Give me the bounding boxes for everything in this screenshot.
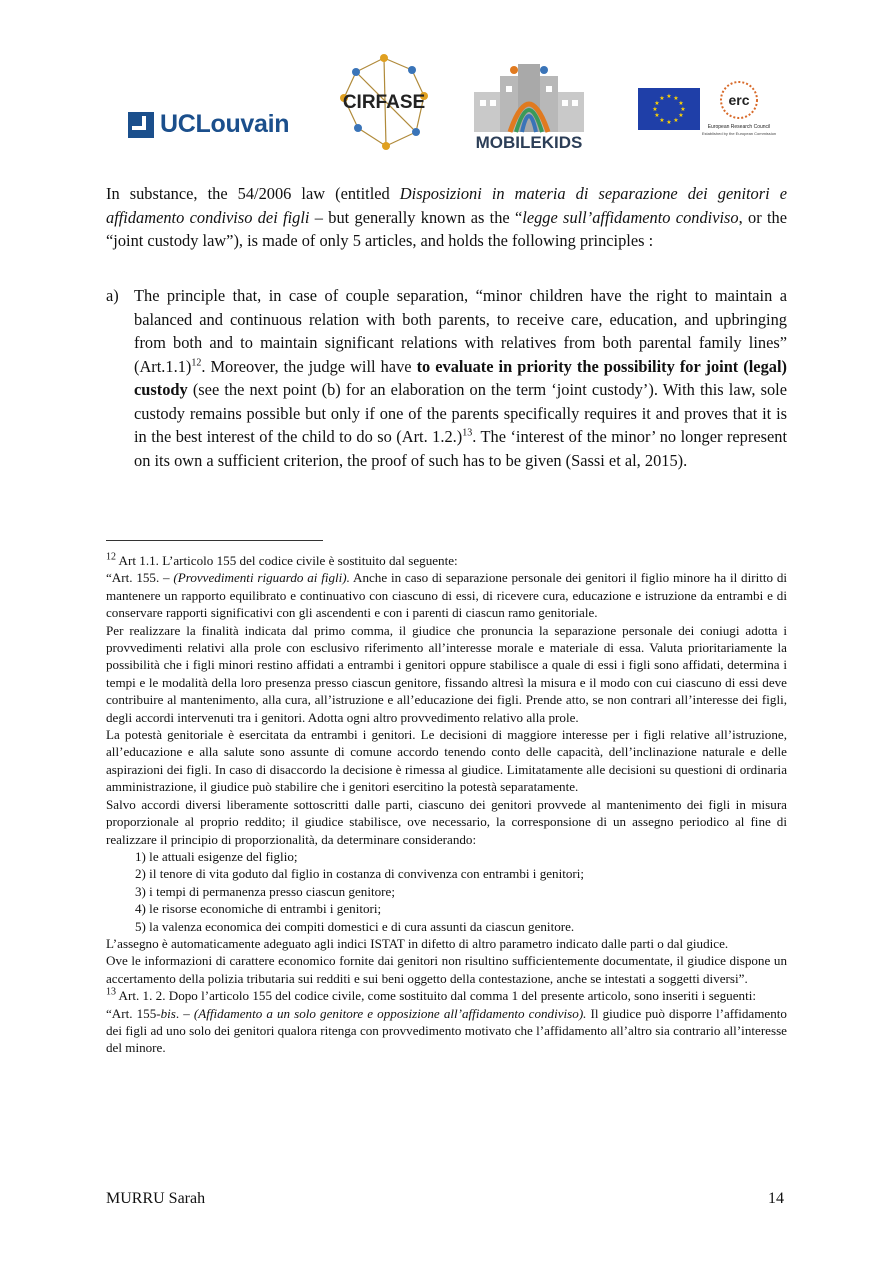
svg-text:★: ★ xyxy=(678,112,684,119)
footer-author: MURRU Sarah xyxy=(106,1190,206,1207)
cirfase-label: CIRFASE xyxy=(342,92,426,113)
logo-header xyxy=(0,52,892,152)
item-emphasis: to evaluate in priority the possibility for joint (legal) custody xyxy=(134,356,787,399)
footnote-number: 12 xyxy=(106,551,116,563)
svg-text:★: ★ xyxy=(666,119,672,126)
footnote-list-item: 3) i tempi di permanenza presso ciascun genitore; xyxy=(135,883,395,899)
erc-caption-1: European Research Council xyxy=(707,124,771,130)
intro-text: – but generally known as the “ xyxy=(309,207,523,227)
svg-text:★: ★ xyxy=(673,95,679,102)
eu-flag-logo xyxy=(638,88,700,130)
item-text: . Moreover, the judge will have xyxy=(201,356,417,376)
footnote-number: 13 xyxy=(106,986,116,998)
principle-item-a xyxy=(106,284,787,472)
footnote-paragraph: La potestà genitoriale è esercitata da entrambi i genitori. Le decisioni di maggiore interesse per i figli relative all’istruzione, all’educazione e alla salute sono assunte di comune accordo tenendo conto delle capacità, dell’inclinazione naturale e delle aspirazioni dei figli. In caso di disaccordo la decisione è rimessa al giudice. Limitatamente alle decisioni su questioni di ordinaria amministrazione, il giudice può stabilire che i genitori esercitino la potestà separatamente. xyxy=(106,727,787,795)
mobilekids-logo xyxy=(460,56,598,152)
svg-text:★: ★ xyxy=(680,106,686,113)
footnote-paragraph: L’assegno è automaticamente adeguato agli indici ISTAT in difetto di altro parametro indicato dalle parti o dal giudice. xyxy=(106,935,729,951)
svg-text:★: ★ xyxy=(659,95,665,102)
uclouvain-mark-icon xyxy=(128,112,154,138)
svg-text:★: ★ xyxy=(654,100,660,107)
uclouvain-logo: UCLouvain xyxy=(128,110,289,139)
erc-caption-2: Established by the European Commission xyxy=(701,131,777,136)
footnotes xyxy=(106,552,787,1057)
footnote-12-heading: $^{12}$ Art 1.1. L’articolo 155 del codice civile è sostituito dal seguente: xyxy=(106,551,458,568)
item-text: (see the next point (b) for an elaboration on the term ‘joint custody’). With this law, sole custody remains possible but only if one of the parents specifically requires it and proves that it is in the best interest of the child to do so (Art. 1.2.) xyxy=(134,380,787,446)
law-italian-title: Disposizioni in materia di separazione dei genitori e affidamento condiviso dei figli xyxy=(106,184,787,227)
svg-text:★: ★ xyxy=(659,117,665,124)
svg-text:★: ★ xyxy=(652,106,658,113)
svg-text:★: ★ xyxy=(673,117,679,124)
footnote-13-heading: $^{13}$ Art. 1. 2. Dopo l’articolo 155 del codice civile, come sostituito dal comma 1 del presente articolo, sono inseriti i seguenti: xyxy=(106,986,756,1004)
page-number: 14 xyxy=(768,1190,784,1207)
footnote-paragraph: “Art. 155-bis. – (Affidamento a un solo genitore e opposizione all’affidamento condiviso). Il giudice può disporre l’affidamento dei figli ad uno solo dei genitori qualora ritenga con provvedimento motivato che l’affidamento all’altro sia contrario all’interesse del minore. xyxy=(106,1005,787,1056)
footnote-paragraph: Salvo accordi diversi liberamente sottoscritti dalle parti, ciascuno dei genitori provvede al mantenimento dei figli in misura proporzionale al proprio reddito; il giudice stabilisce, ove necessario, la corresponsione di un assegno periodico al fine di realizzare il principio di proporzionalità, da determinare considerando: xyxy=(106,796,787,847)
erc-logo xyxy=(701,78,777,146)
svg-text:★: ★ xyxy=(678,100,684,107)
intro-text: , or the “joint custody law”), is made of only 5 articles, and holds the following principles : xyxy=(106,207,787,250)
svg-text:★: ★ xyxy=(654,112,660,119)
erc-label: erc xyxy=(728,92,750,108)
item-marker: a) xyxy=(106,286,119,305)
footnote-list-item: 5) la valenza economica dei compiti domestici e di cura assunti da ciascun genitore. xyxy=(135,918,575,934)
law-common-name: legge sull’affidamento condiviso xyxy=(522,207,739,227)
footnote-ref-12[interactable]: 12 xyxy=(191,357,202,369)
footnote-list-item: 2) il tenore di vita goduto dal figlio in costanza di convivenza con entrambi i genitori; xyxy=(135,866,585,882)
svg-text:★: ★ xyxy=(666,93,672,100)
intro-text: In substance, the 54/2006 law (entitled xyxy=(106,184,400,203)
cirfase-logo xyxy=(336,52,432,152)
footnote-list-item: 4) le risorse economiche di entrambi i genitori; xyxy=(135,901,382,917)
mobilekids-label: MOBILEKIDS xyxy=(475,133,583,152)
footnote-ref-13[interactable]: 13 xyxy=(462,427,473,439)
footnote-paragraph: “Art. 155. – (Provvedimenti riguardo ai figli). Anche in caso di separazione personale dei genitori il figlio minore ha il diritto di mantenere un rapporto equilibrato e continuativo con ciascuno di essi, di ricevere cura, educazione e istruzione da entrambi e di conservare rapporti significativi con gli ascendenti e con i parenti di ciascun ramo genitoriale. xyxy=(106,570,787,621)
footnote-paragraph: Ove le informazioni di carattere economico fornite dai genitori non risultino sufficientemente documentate, il giudice dispone un accertamento della polizia tributaria sui redditi e sui beni oggetto della contestazione, anche se intestati a soggetti diversi”. xyxy=(106,953,787,986)
footnote-list-item: 1) le attuali esigenze del figlio; xyxy=(135,848,298,864)
item-text: The principle that, in case of couple separation, “minor children have the right to maintain a balanced and continuous relation with both parents, to receive care, education, and upbringing from both and to maintain significant relations with relatives from both parental family lines” (Art.1.1) xyxy=(134,286,787,376)
item-text: . The ‘interest of the minor’ no longer represent on its own a sufficient criterion, the proof of such has to be given (Sassi et al, 2015). xyxy=(134,427,788,470)
intro-paragraph xyxy=(106,182,787,253)
footnote-separator xyxy=(106,540,323,541)
footnote-paragraph: Per realizzare la finalità indicata dal primo comma, il giudice che pronuncia la separazione personale dei coniugi adotta i provvedimenti relativi alla prole con esclusivo riferimento all’interesse morale e materiale di essa. Valuta prioritariamente la possibilità che i figli minori restino affidati a entrambi i genitori oppure stabilisce a quale di essi i figli sono affidati, determina i tempi e le modalità della loro presenza presso ciascun genitore, fissando altresì la misura e il modo con cui ciascuno di essi deve contribuire al mantenimento, alla cura, all’istruzione e all’educazione dei figli. Prende atto, se non contrari all’interesse dei figli, degli accordi intervenuti tra i genitori. Adotta ogni altro provvedimento relativo alla prole. xyxy=(106,622,787,725)
